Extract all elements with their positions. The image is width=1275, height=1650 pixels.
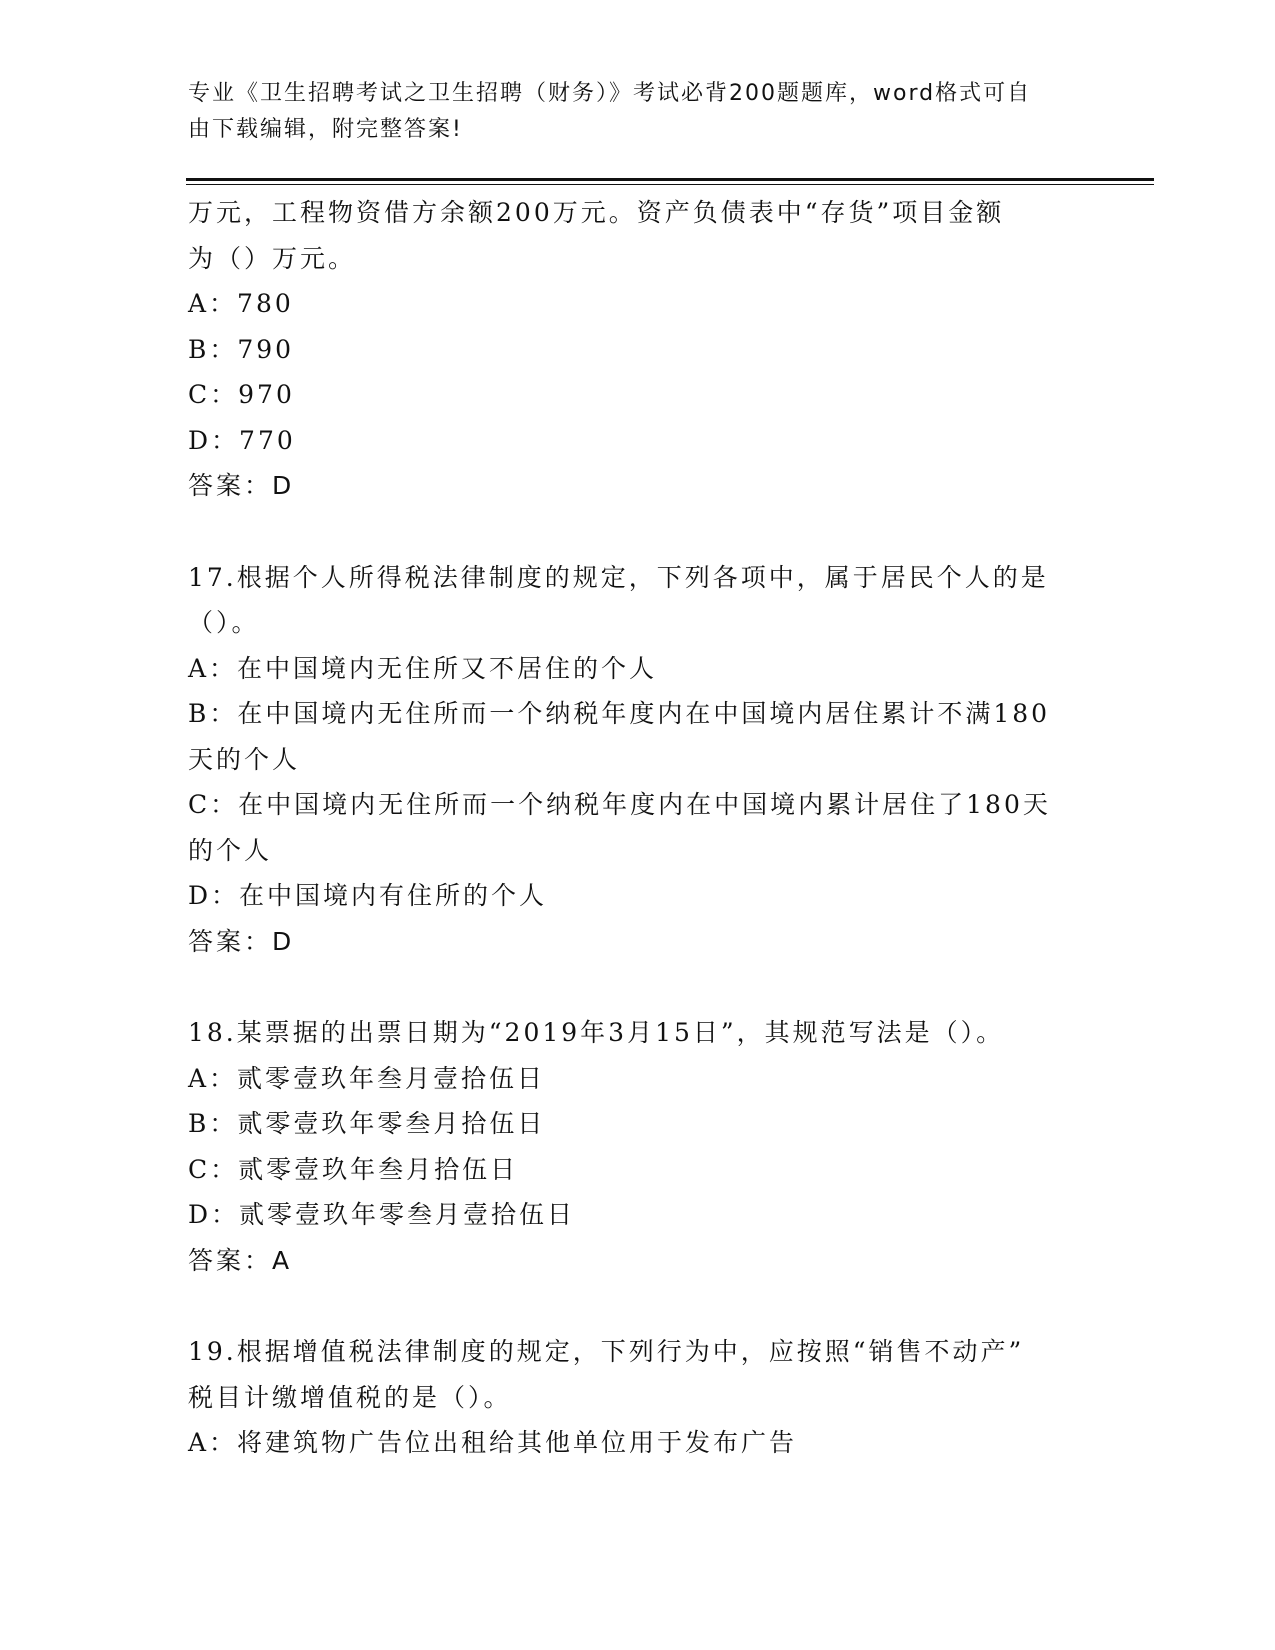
option-a: A：在中国境内无住所又不居住的个人 (188, 653, 658, 683)
option-b-continued: 天的个人 (188, 744, 301, 774)
question-19 (188, 1329, 1088, 1466)
option-c: C：在中国境内无住所而一个纳税年度内在中国境内累计居住了180天 (188, 790, 1051, 819)
question-18 (188, 1010, 1088, 1283)
option-d: D：770 (188, 425, 296, 455)
option-c: C：970 (188, 380, 295, 409)
document-header (188, 76, 1068, 148)
option-c: C：贰零壹玖年叁月拾伍日 (188, 1154, 519, 1184)
question-spacer (188, 1283, 1088, 1329)
header-divider-thin (186, 184, 1154, 185)
header-title-line-2: 由下载编辑，附完整答案! (188, 117, 463, 142)
option-c-continued: 的个人 (188, 835, 273, 865)
question-stem: （）。 (188, 608, 260, 637)
question-16-continued (188, 190, 1088, 509)
option-b: B：贰零壹玖年零叁月拾伍日 (188, 1109, 546, 1138)
question-stem: 18.某票据的出票日期为“2019年3月15日”，其规范写法是（）。 (188, 1018, 1005, 1047)
header-divider-thick (186, 178, 1154, 181)
question-stem: 17.根据个人所得税法律制度的规定，下列各项中，属于居民个人的是 (188, 562, 1049, 592)
option-a: A：将建筑物广告位出租给其他单位用于发布广告 (188, 1428, 798, 1457)
question-text: 为（）万元。 (188, 243, 357, 273)
question-stem: 税目计缴增值税的是（）。 (188, 1382, 512, 1412)
option-d: D：贰零壹玖年零叁月壹拾伍日 (188, 1200, 576, 1229)
header-title-line-1: 专业《卫生招聘考试之卫生招聘（财务）》考试必背200题题库，word格式可自 (188, 81, 1032, 106)
question-stem: 19.根据增值税法律制度的规定，下列行为中，应按照“销售不动产” (188, 1337, 1025, 1366)
option-a: A：贰零壹玖年叁月壹拾伍日 (188, 1063, 546, 1093)
question-spacer (188, 964, 1088, 1010)
option-a: A：780 (188, 289, 294, 318)
option-b: B：790 (188, 334, 295, 364)
answer-line: 答案：D (188, 471, 295, 500)
option-b: B：在中国境内无住所而一个纳税年度内在中国境内居住累计不满180 (188, 699, 1051, 728)
question-list (188, 190, 1088, 1466)
answer-line: 答案：D (188, 926, 295, 956)
answer-line: 答案：A (188, 1245, 293, 1275)
question-17 (188, 555, 1088, 965)
option-d: D：在中国境内有住所的个人 (188, 881, 548, 910)
question-spacer (188, 509, 1088, 555)
question-text: 万元，工程物资借方余额200万元。资产负债表中“存货”项目金额 (188, 198, 1005, 227)
